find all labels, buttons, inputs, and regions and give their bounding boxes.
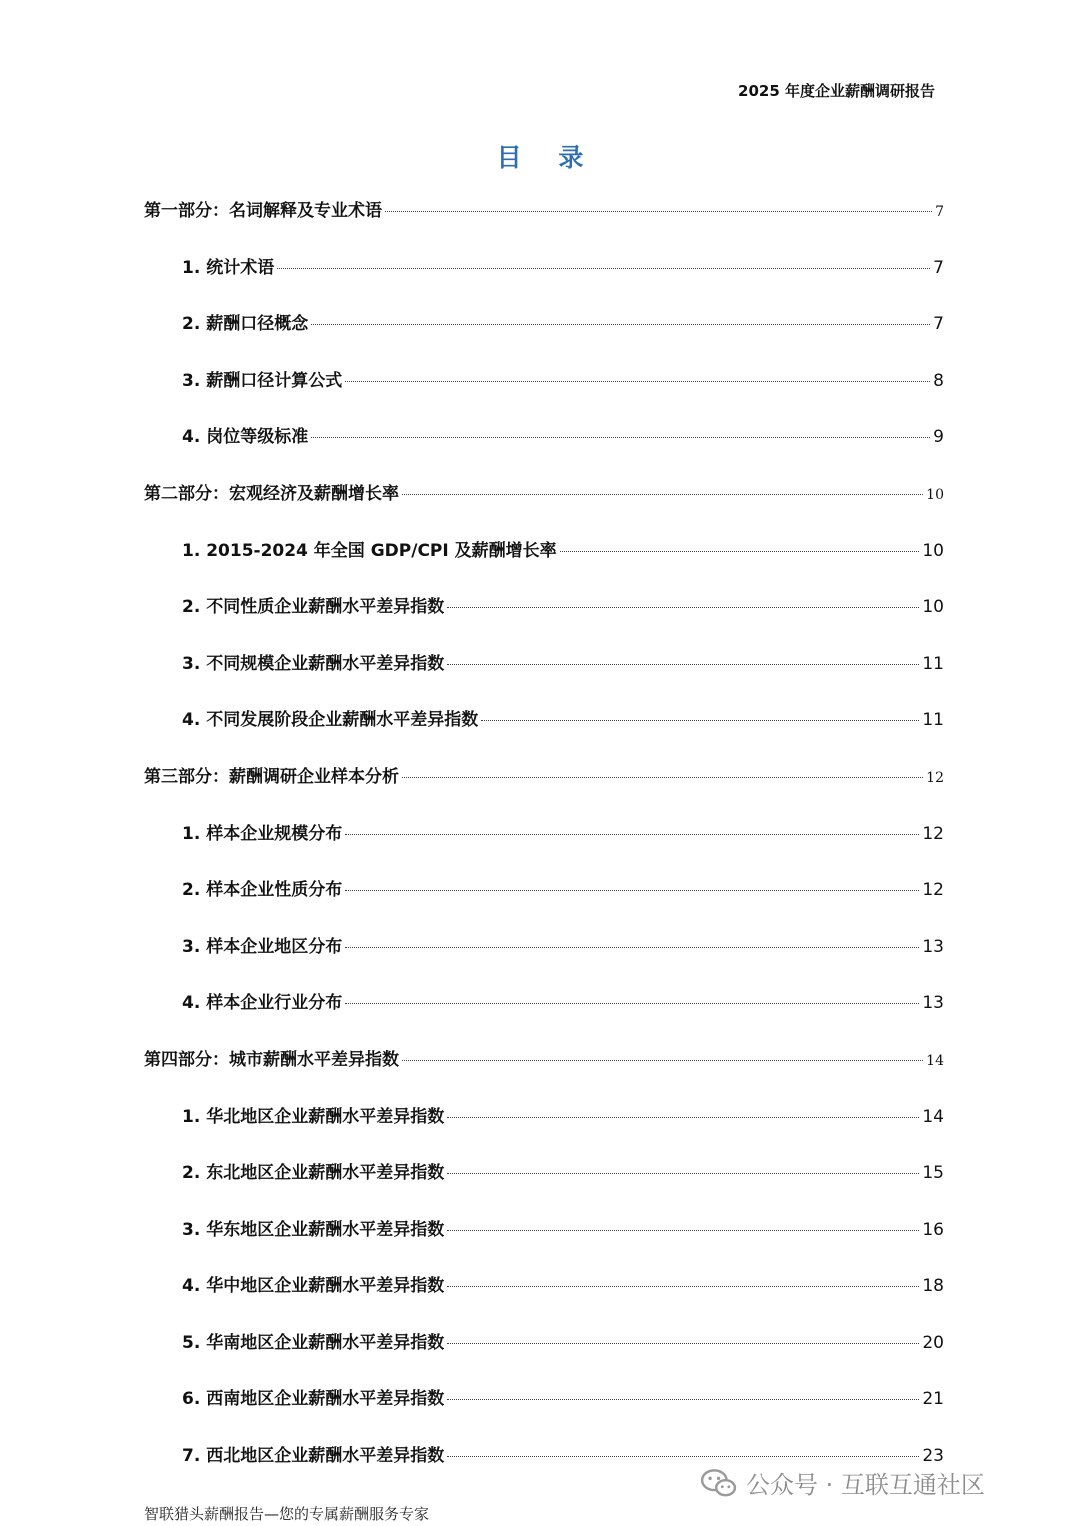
toc-entry-label: 1. 样本企业规模分布 [182, 823, 343, 844]
toc-entry-label: 2. 东北地区企业薪酬水平差异指数 [182, 1163, 445, 1184]
toc-dot-leader [402, 494, 923, 495]
toc-entry-label: 2. 样本企业性质分布 [182, 880, 343, 901]
toc-page-number: 7 [933, 257, 944, 278]
toc-page-number: 16 [922, 1219, 944, 1240]
toc-subsection-entry[interactable] [144, 651, 944, 708]
watermark-text: 公众号 · 互联互通社区 [746, 1471, 985, 1499]
toc-page-number: 10 [926, 486, 944, 503]
toc-entry-label: 3. 样本企业地区分布 [182, 936, 343, 957]
watermark [700, 1465, 985, 1500]
toc-entry-label: 2. 不同性质企业薪酬水平差异指数 [182, 597, 445, 618]
toc-page-number: 12 [922, 823, 944, 844]
toc-subsection-entry[interactable] [144, 1273, 944, 1330]
toc-page-number: 21 [922, 1389, 944, 1410]
toc-dot-leader [560, 551, 920, 552]
toc-entry-label: 4. 岗位等级标准 [182, 427, 309, 448]
toc-subsection-entry[interactable] [144, 424, 944, 481]
toc-page-number: 7 [933, 314, 944, 335]
toc-entry-label: 2. 薪酬口径概念 [182, 314, 309, 335]
toc-dot-leader [447, 607, 919, 608]
toc-page-number: 9 [933, 427, 944, 448]
toc-entry-label: 7. 西北地区企业薪酬水平差异指数 [182, 1446, 445, 1467]
toc-page-number: 11 [922, 653, 944, 674]
toc-dot-leader [345, 381, 930, 382]
toc-entry-label: 4. 样本企业行业分布 [182, 993, 343, 1014]
toc-dot-leader [447, 1117, 919, 1118]
toc-subsection-entry[interactable] [144, 538, 944, 595]
toc-page-number: 12 [926, 769, 944, 786]
toc-entry-label: 第四部分：城市薪酬水平差异指数 [144, 1049, 399, 1070]
toc-page-number: 20 [922, 1332, 944, 1353]
report-header-title: 2025 年度企业薪酬调研报告 [738, 82, 935, 100]
toc-dot-leader [345, 834, 919, 835]
toc-dot-leader [447, 1286, 919, 1287]
toc-entry-label: 第二部分：宏观经济及薪酬增长率 [144, 483, 399, 504]
toc-page-number: 13 [922, 993, 944, 1014]
toc-page-number: 18 [922, 1276, 944, 1297]
toc-dot-leader [447, 1399, 919, 1400]
toc-subsection-entry[interactable] [144, 1386, 944, 1443]
toc-entry-label: 4. 华中地区企业薪酬水平差异指数 [182, 1276, 445, 1297]
toc-dot-leader [447, 1456, 919, 1457]
wechat-icon [700, 1468, 738, 1498]
footer-text: 智联猎头薪酬报告—您的专属薪酬服务专家 [144, 1505, 430, 1523]
toc-page-number: 15 [922, 1163, 944, 1184]
toc-dot-leader [447, 1343, 919, 1344]
toc-entry-label: 6. 西南地区企业薪酬水平差异指数 [182, 1389, 445, 1410]
toc-subsection-entry[interactable] [144, 1160, 944, 1217]
toc-page-number: 10 [922, 540, 944, 561]
toc-subsection-entry[interactable] [144, 311, 944, 368]
toc-entry-label: 4. 不同发展阶段企业薪酬水平差异指数 [182, 710, 479, 731]
toc-page-number: 13 [922, 936, 944, 957]
toc-subsection-entry[interactable] [144, 594, 944, 651]
toc-title: 目 录 [496, 143, 598, 172]
toc-entry-label: 3. 薪酬口径计算公式 [182, 370, 343, 391]
toc-page-number: 7 [935, 204, 944, 220]
toc-section-entry[interactable] [144, 764, 944, 821]
toc-entry-label: 1. 2015-2024 年全国 GDP/CPI 及薪酬增长率 [182, 540, 557, 561]
toc-page-number: 12 [922, 880, 944, 901]
toc-page-number: 10 [922, 597, 944, 618]
toc-subsection-entry[interactable] [144, 990, 944, 1047]
toc-subsection-entry[interactable] [144, 934, 944, 991]
toc-entry-label: 1. 统计术语 [182, 257, 275, 278]
table-of-contents [144, 198, 944, 1500]
toc-dot-leader [311, 324, 930, 325]
toc-section-entry[interactable] [144, 1047, 944, 1104]
toc-entry-label: 3. 不同规模企业薪酬水平差异指数 [182, 653, 445, 674]
toc-dot-leader [402, 1060, 923, 1061]
toc-section-entry[interactable] [144, 198, 944, 255]
toc-dot-leader [385, 211, 932, 212]
toc-subsection-entry[interactable] [144, 877, 944, 934]
toc-entry-label: 第三部分：薪酬调研企业样本分析 [144, 766, 399, 787]
toc-dot-leader [345, 890, 919, 891]
toc-section-entry[interactable] [144, 481, 944, 538]
toc-subsection-entry[interactable] [144, 821, 944, 878]
toc-dot-leader [345, 947, 919, 948]
toc-dot-leader [402, 777, 923, 778]
toc-entry-label: 5. 华南地区企业薪酬水平差异指数 [182, 1332, 445, 1353]
toc-subsection-entry[interactable] [144, 1104, 944, 1161]
toc-page-number: 8 [933, 370, 944, 391]
toc-entry-label: 第一部分：名词解释及专业术语 [144, 201, 382, 221]
toc-subsection-entry[interactable] [144, 255, 944, 312]
toc-subsection-entry[interactable] [144, 1330, 944, 1387]
toc-dot-leader [481, 720, 919, 721]
toc-dot-leader [447, 664, 919, 665]
toc-entry-label: 1. 华北地区企业薪酬水平差异指数 [182, 1106, 445, 1127]
toc-dot-leader [311, 437, 930, 438]
toc-dot-leader [277, 268, 930, 269]
toc-subsection-entry[interactable] [144, 707, 944, 764]
toc-subsection-entry[interactable] [144, 1217, 944, 1274]
toc-page-number: 11 [922, 710, 944, 731]
toc-dot-leader [447, 1230, 919, 1231]
toc-entry-label: 3. 华东地区企业薪酬水平差异指数 [182, 1219, 445, 1240]
toc-page-number: 14 [926, 1052, 944, 1069]
toc-page-number: 14 [922, 1106, 944, 1127]
toc-dot-leader [345, 1003, 919, 1004]
toc-page-number: 23 [922, 1446, 944, 1467]
toc-dot-leader [447, 1173, 919, 1174]
toc-subsection-entry[interactable] [144, 368, 944, 425]
